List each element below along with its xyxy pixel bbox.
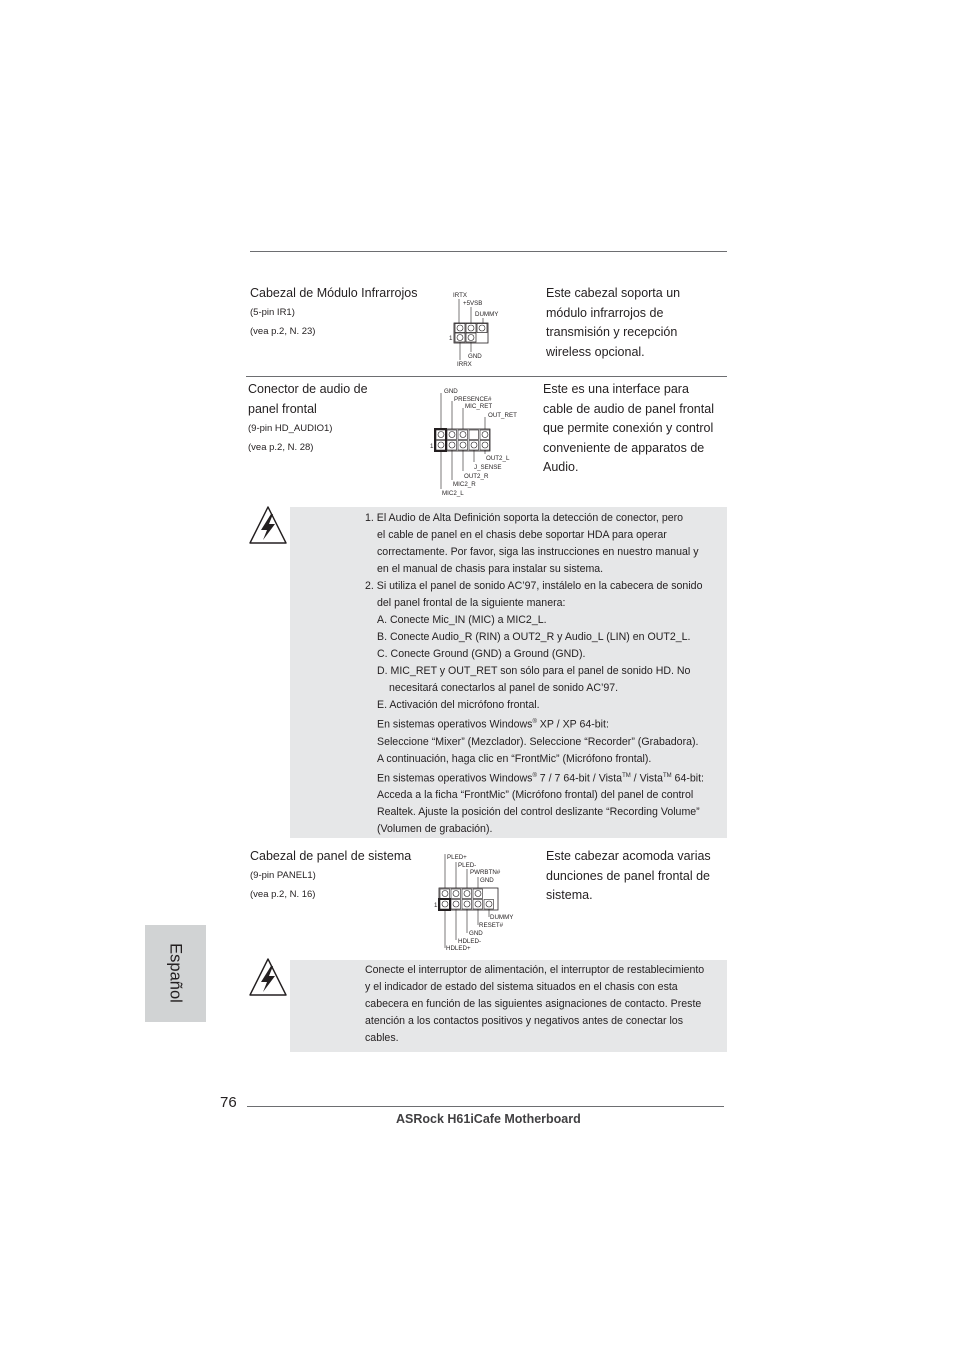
language-tab-label: Español <box>166 943 185 1003</box>
pin-label-gnd: GND <box>444 388 458 395</box>
pin-label-irrx: IRRX <box>457 361 472 368</box>
audio-note-text: 1. El Audio de Alta Definición soporta la detección de conector, pero el cable de panel en el chasis debe soportar HDA para operar correctamente. Por favor, siga las instrucciones en nuestro manual y en el manual de chasis para instalar su sistema. 2. Si utiliza el panel de sonido AC’97, instálelo en la cabecera de sonido del panel frontal de la siguiente manera: A. Conecte Mic_IN (MIC) a MIC2_L. B. Conecte Audio_R (RIN) a OUT2_R y Audio_L (LIN) en OUT2_L. C. Conecte Ground (GND) a Ground (GND). D. MIC_RET y OUT_RET son sólo para el panel de sonido HD. No necesitará conectarlos al panel de sonido AC’97. E. Activación del micrófono frontal. En sistemas operativos Windows® XP / XP 64-bit: Seleccione “Mixer” (Mezclador). Seleccione “Recorder” (Grabadora). A continuación, haga clic en “FrontMic” (Micrófono frontal). En sistemas operativos Windows® 7 / 7 64-bit / Vista™ / Vista™ 64-bit: Acceda a la ficha “FrontMic” (Micrófono frontal) del panel de control Realtek. Ajuste la posición del control deslizante “Recording Volume” (Volumen de grabación). <box>365 512 704 836</box>
pin-label-reset: RESET# <box>479 922 504 929</box>
pin-label-out2-r: OUT2_R <box>464 473 489 480</box>
ir-header-title: Cabezal de Módulo Infrarrojos <box>250 286 418 300</box>
audio-header-diagram <box>428 384 533 500</box>
pin-label-one: 1 <box>434 902 438 909</box>
pin-label-out-ret: OUT_RET <box>488 412 517 419</box>
pin-label-mic2-r: MIC2_R <box>453 481 476 488</box>
pin-label-gnd: GND <box>480 877 494 884</box>
page-number: 76 <box>220 1094 237 1111</box>
panel-header-title: Cabezal de panel de sistema <box>250 849 412 863</box>
panel-header-pin: (9-pin PANEL1) <box>250 870 316 881</box>
pin-label-dummy: DUMMY <box>475 311 499 318</box>
pin-label-out2-l: OUT2_L <box>486 455 510 462</box>
ir-header-ref: (vea p.2, N. 23) <box>250 326 316 337</box>
ir-header-description: Este cabezal soporta un módulo infrarrojos de transmisión y recepción wireless opcional. <box>546 286 681 359</box>
pin-label-j-sense: J_SENSE <box>474 464 502 471</box>
top-rule <box>250 251 727 252</box>
pin-label-mic2-l: MIC2_L <box>442 490 464 497</box>
audio-header-pin: (9-pin HD_AUDIO1) <box>248 423 333 434</box>
warning-lightning-icon <box>248 505 288 545</box>
panel-header-ref: (vea p.2, N. 16) <box>250 889 316 900</box>
audio-header-ref: (vea p.2, N. 28) <box>248 442 314 453</box>
pin-label-one: 1 <box>449 335 453 342</box>
ir-header-diagram <box>445 286 515 371</box>
panel-note-text: Conecte el interruptor de alimentación, el interruptor de restablecimiento y el indicador de estado del sistema situados en el chasis con esta cabecera en función de las siguientes asignaciones de contacto. Preste atención a los contactos positivos y negativos antes de conectar los cables. <box>365 964 705 1044</box>
pin-label-irtx: IRTX <box>453 292 467 299</box>
pin-label-one: 1 <box>430 443 434 450</box>
section-divider <box>246 376 727 377</box>
pin-label-hdled-minus: HDLED- <box>458 938 482 945</box>
pin-label-pled-minus: PLED- <box>458 862 477 869</box>
audio-header-title: Conector de audio de panel frontal <box>248 382 368 416</box>
language-tab <box>145 925 206 1022</box>
footer-rule <box>247 1106 724 1107</box>
warning-lightning-icon <box>248 957 288 997</box>
pin-label-hdled-plus: HDLED+ <box>446 945 471 952</box>
pin-label-dummy: DUMMY <box>490 914 514 921</box>
pin-label-5vsb: +5VSB <box>463 300 483 307</box>
panel-header-description: Este cabezar acomoda varias dunciones de panel frontal de sistema. <box>546 849 711 902</box>
ir-header-pin: (5-pin IR1) <box>250 307 295 318</box>
pin-label-pled-plus: PLED+ <box>447 854 467 861</box>
pin-label-gnd: GND <box>468 353 482 360</box>
pin-label-mic-ret: MIC_RET <box>465 403 493 410</box>
footer-title: ASRock H61iCafe Motherboard <box>396 1112 581 1126</box>
audio-header-description: Este es una interface para cable de audio de panel frontal que permite conexión y control conveniente de apparatos de Audio. <box>543 382 714 474</box>
pin-label-gnd2: GND <box>469 930 483 937</box>
pin-label-pwrbtn: PWRBTN# <box>470 869 501 876</box>
pin-label-presence: PRESENCE# <box>454 396 492 403</box>
panel-header-diagram <box>432 850 524 952</box>
